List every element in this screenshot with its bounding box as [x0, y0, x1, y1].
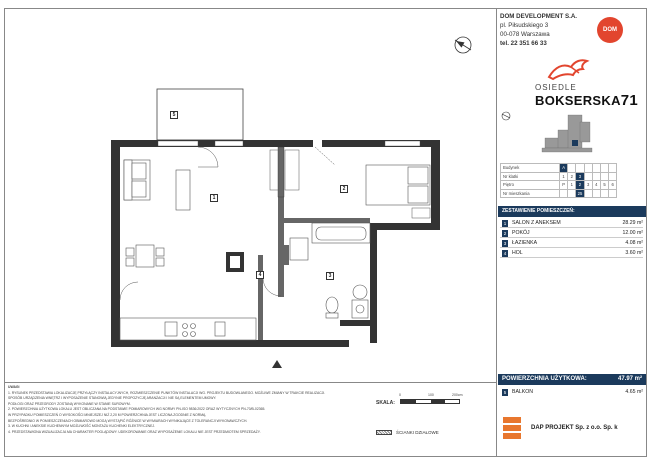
param-cell: 3: [584, 181, 592, 190]
horse-logo-icon: [545, 57, 595, 83]
room-area: 3.60 m²: [625, 250, 643, 256]
param-cell: [592, 164, 600, 173]
param-cell: [584, 164, 592, 173]
notes: [8, 385, 370, 435]
project-name: [535, 92, 638, 109]
scale-label: SKALA:: [376, 400, 395, 406]
scale-tick: 200cm: [452, 393, 463, 397]
rooms-heading: ZESTAWIENIE POMIESZCZEŃ:: [498, 206, 646, 217]
note-line: 3. W KUCHNI / ANEKSIE KUCHENNYM MOŻLIWOŚĆ MONTAŻU KUCHENKI ELEKTRYCZNEJ.: [8, 424, 156, 429]
param-label: Nr mieszkania: [501, 189, 560, 198]
note-line: PODŁOGI ORAZ PRZEGRODY ZOSTANĄ WYKONANE W STANIE SUROWYM.: [8, 401, 131, 406]
room-num: 1: [503, 221, 507, 226]
bed: [366, 165, 430, 205]
bathroom-fixtures: [290, 223, 370, 318]
usable-area-value: 47.97 m²: [617, 376, 642, 382]
compass-plan: [455, 37, 471, 53]
compass-site-icon: [502, 112, 510, 120]
param-row-floor: [501, 181, 617, 190]
param-cell: [568, 189, 576, 198]
param-cell: 6: [609, 181, 617, 190]
room-area: 28.29 m²: [622, 220, 643, 226]
room-label-2: 2: [340, 185, 348, 193]
designer-name: DAP PROJEKT Sp. z o.o. Sp. k: [531, 425, 618, 431]
dom-logo: DOM: [597, 17, 623, 43]
param-cell: [600, 164, 608, 173]
dap-logo-icon: [503, 417, 521, 439]
param-cell: 25: [577, 190, 583, 196]
room-name: SALON Z ANEKSEM: [512, 220, 561, 226]
note-line: 4. PRZEDSTAWIONA WIZUALIZACJA MA CHARAKTER POGLĄDOWY. UDEKOROWANIE ORAZ WYPOSAŻENIE LOKALU NIE JEST PRZEDMIOTEM SPRZEDAŻY.: [8, 429, 261, 434]
room-label-4: 4: [256, 271, 264, 279]
company-info: [500, 12, 577, 48]
apartment-params-table: [500, 163, 617, 198]
param-row-building: [501, 164, 617, 173]
nightstand: [412, 208, 430, 218]
sofa: [124, 160, 150, 200]
param-cell: [609, 172, 617, 181]
param-cell: [560, 189, 568, 198]
room-name: HOL: [512, 250, 523, 256]
entrance-arrow: [272, 360, 282, 368]
room-label-5: 5: [170, 111, 178, 119]
balcony-area: 4.65 m²: [625, 389, 643, 395]
param-cell: [609, 189, 617, 198]
param-cell: [600, 172, 608, 181]
tv-unit: [176, 170, 190, 210]
usable-area-label: POWIERZCHNIA UŻYTKOWA:: [502, 376, 587, 382]
room-row: [500, 249, 643, 258]
company-phone: tel. 22 351 66 33: [500, 40, 547, 47]
balcony-row: [500, 388, 643, 397]
note-line: W PRZYPADKU POMIESZCZEŃ O WYSOKOŚCI MNIEJSZEJ NIŻ 2,20 M POWIERZCHNIA JEST LICZONA ZGODNIE Z NORMĄ.: [8, 412, 207, 417]
balcony-name: BALKON: [512, 389, 534, 395]
room-row: [500, 239, 643, 248]
param-cell: 3: [576, 172, 584, 181]
room-name: POKÓJ: [512, 230, 530, 236]
room-row: [500, 219, 643, 228]
note-line: 2. POWIERZCHNIA UŻYTKOWA LOKALU JEST OBLICZANA NA PODSTAWIE POMIAROWYCH WG NORMY PN-ISO 9836:2022 ORAZ WYTYCZNYCH PN-70/B-02365.: [8, 407, 266, 412]
balcony-num: 5: [503, 390, 507, 395]
param-cell: [576, 164, 584, 173]
param-row-stair: [501, 172, 617, 181]
note-line: BEZPOŚREDNIO W POMIESZCZENIACH OBMIAROWO MOGĄ WYSTĄPIĆ RÓŻNICE W WYMIARACH WYNIKAJĄCE Z TOLERANCJI WYKONAWCZYCH.: [8, 418, 248, 423]
notes-title: UWAGI: [8, 385, 20, 389]
notes-divider: [4, 382, 497, 383]
param-cell: 2: [568, 172, 576, 181]
param-cell: 1: [560, 172, 568, 181]
kitchen-counter: [120, 318, 256, 340]
param-cell: [600, 189, 608, 198]
param-cell: [592, 172, 600, 181]
param-cell: P: [560, 181, 568, 190]
param-cell: 4: [592, 181, 600, 190]
note-line: 1. RYSUNEK PRZEDSTAWIA LOKALIZACJĘ PRZYŁĄCZY INSTALACYJNYCH, ROZMIESZCZENIE PUNKTÓW INSTALACJI WG. PROJEKTU BUDOWLANEGO. MOŻLIWE ZMIANY W TRAKCIE REALIZACJI.: [8, 390, 326, 395]
walls-legend-swatch: [376, 430, 392, 435]
param-cell: 1: [568, 181, 576, 190]
room-label-1: 1: [210, 194, 218, 202]
company-address2: 00-078 Warszawa: [500, 31, 550, 38]
param-label: Budynek: [501, 164, 560, 173]
param-label: Nr klatki: [501, 172, 560, 181]
param-cell: [568, 164, 576, 173]
project-name-text: BOKSERSKA: [535, 93, 621, 108]
param-label: Piętro: [501, 181, 560, 190]
param-cell: 5: [600, 181, 608, 190]
room-area: 4.08 m²: [625, 240, 643, 246]
scale-tick: 100: [428, 393, 434, 397]
scale-tick: 0: [399, 393, 401, 397]
param-row-apartment: [501, 189, 617, 198]
room-label-3: 3: [326, 272, 334, 280]
project-number: 71: [620, 92, 639, 109]
company-address1: pl. Piłsudskiego 3: [500, 22, 549, 29]
param-cell: [592, 189, 600, 198]
room-num: 2: [503, 231, 507, 236]
wardrobe: [285, 150, 299, 190]
param-cell: 2: [576, 181, 584, 190]
company-name: DOM DEVELOPMENT S.A.: [500, 13, 578, 20]
param-cell: [584, 189, 592, 198]
project-prefix: OSIEDLE: [535, 83, 577, 92]
room-num: 4: [503, 251, 507, 256]
param-cell: [609, 164, 617, 173]
note-line: SPOSÓB URZĄDZENIA WNĘTRZ I WYPOSAŻENIE STANOWIĄ JEDYNIE PROPOZYCJĘ ARANŻACJI I NIE SĄ ELEMENTEM UMOWY.: [8, 396, 217, 401]
panel-divider: [496, 8, 497, 457]
scale-bar: [400, 399, 460, 404]
site-plan: [500, 110, 640, 160]
walls-legend-label: ŚCIANKI DZIAŁOWE: [396, 430, 439, 435]
room-row: [500, 229, 643, 238]
dining-table: [126, 245, 164, 267]
room-num: 3: [503, 241, 507, 246]
room-name: ŁAZIENKA: [512, 240, 538, 246]
room-area: 12.00 m²: [622, 230, 643, 236]
usable-area-bar: [498, 374, 646, 385]
param-cell: A: [560, 164, 568, 173]
param-cell: [584, 172, 592, 181]
